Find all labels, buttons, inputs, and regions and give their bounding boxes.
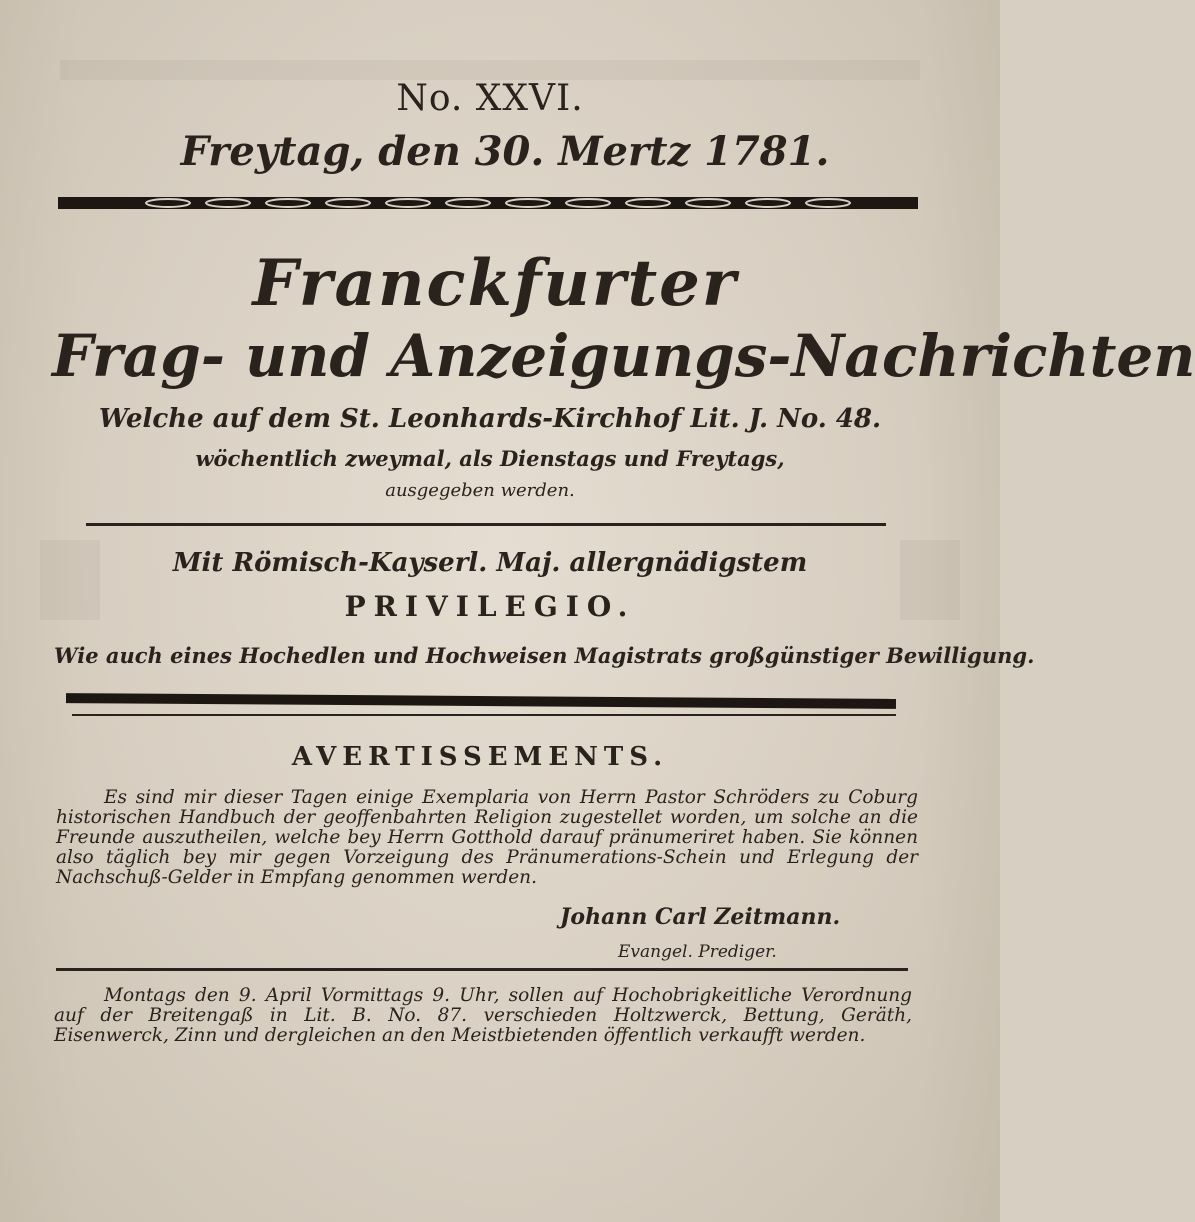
- masthead-subtitle-issued: ausgegeben werden.: [385, 480, 575, 501]
- section-heading: AVERTISSEMENTS.: [291, 742, 669, 772]
- masthead-subtitle-schedule: wöchentlich zweymal, als Dienstags und Freytags,: [195, 446, 785, 471]
- notice-signature-title: Evangel. Prediger.: [618, 942, 777, 962]
- notice-paragraph: [56, 788, 918, 888]
- divider-rule: [72, 714, 896, 716]
- notice-paragraph: [54, 986, 912, 1046]
- masthead-title-line1: Franckfurter: [252, 246, 738, 321]
- issue-number: No. XXVI.: [396, 78, 584, 119]
- privilege-line1: Mit Römisch-Kayserl. Maj. allergnädigstem: [172, 548, 808, 578]
- ornamental-chain-rule: [58, 192, 918, 214]
- privilege-heading: PRIVILEGIO.: [344, 590, 636, 623]
- notice-text: Montags den 9. April Vormittags 9. Uhr, sollen auf Hochobrigkeitliche Verordnung auf der Breitengaß in Lit. B. No. 87. verschieden Holtzwerck, Bettung, Geräth, Eisenwerck, Zinn und dergleichen an den Meistbietenden öffentlich verkaufft werden.: [54, 985, 912, 1046]
- divider-rule: [56, 968, 908, 971]
- notice-text: Es sind mir dieser Tagen einige Exemplaria von Herrn Pastor Schröders zu Coburg historischen Handbuch der geoffenbahrten Religion zugestellet worden, um solche an die Freunde auszutheilen, welche bey Herrn Gotthold darauf pränumeriret haben. Sie können also täglich bey mir gegen Vorzeigung des Pränumerations-Schein und Erlegung der Nachschuß-Gelder in Empfang genommen werden.: [56, 787, 918, 888]
- privilege-line3: Wie auch eines Hochedlen und Hochweisen Magistrats großgünstiger Bewilligung.: [54, 643, 1035, 668]
- masthead-subtitle-address: Welche auf dem St. Leonhards-Kirchhof Lit. J. No. 48.: [98, 404, 882, 434]
- divider-rule: [86, 523, 886, 526]
- masthead-title-line2: Frag- und Anzeigungs-Nachrichten: [52, 322, 1195, 390]
- bleed-through-shadow: [60, 60, 920, 80]
- notice-signature: Johann Carl Zeitmann.: [560, 904, 841, 930]
- issue-date: Freytag, den 30. Mertz 1781.: [180, 128, 830, 175]
- thick-divider-rule: [66, 693, 896, 709]
